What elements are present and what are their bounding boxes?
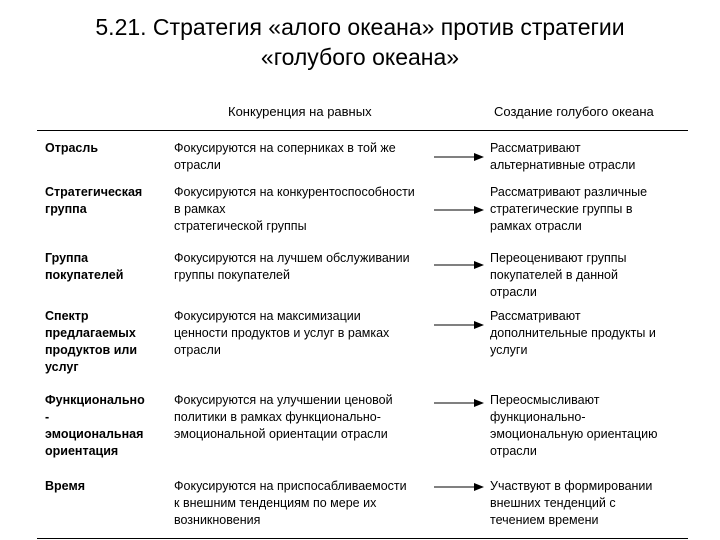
- arrow-right-icon: [434, 205, 484, 215]
- arrow-right-icon: [434, 152, 484, 162]
- table-top-rule: [37, 130, 688, 131]
- arrow-right-icon: [434, 260, 484, 270]
- arrow-right-icon: [434, 482, 484, 492]
- row-blue-ocean: Рассматривают различные стратегические группы в рамках отрасли: [490, 185, 648, 233]
- row-factor: Функционально - эмоциональная ориентация: [45, 393, 145, 458]
- row-blue-ocean: Участвуют в формировании внешних тенденций с течением времени: [490, 479, 653, 527]
- arrow-right-icon: [434, 398, 484, 408]
- row-red-ocean: Фокусируются на конкурентоспособности в рамках стратегической группы: [174, 185, 415, 233]
- title-line-2: «голубого океана»: [260, 44, 460, 70]
- row-factor: Спектр предлагаемых продуктов или услуг: [45, 309, 138, 374]
- table-bottom-rule: [37, 538, 688, 539]
- arrow-right-icon: [434, 320, 484, 330]
- row-factor: Время: [45, 479, 85, 493]
- row-red-ocean: Фокусируются на максимизации ценности продуктов и услуг в рамках отрасли: [174, 309, 390, 357]
- row-red-ocean: Фокусируются на приспосабливаемости к внешним тенденциям по мере их возникновения: [174, 479, 407, 527]
- row-factor: Отрасль: [45, 141, 99, 155]
- row-blue-ocean: Переосмысливают функционально- эмоциональную ориентацию отрасли: [490, 393, 658, 458]
- row-red-ocean: Фокусируются на соперниках в той же отрасли: [174, 141, 396, 172]
- row-red-ocean: Фокусируются на лучшем обслуживании группы покупателей: [174, 251, 410, 282]
- column-header-competition: Конкуренция на равных: [228, 104, 372, 119]
- row-blue-ocean: Рассматривают альтернативные отрасли: [490, 141, 636, 172]
- column-header-creation: Создание голубого океана: [494, 104, 654, 119]
- row-blue-ocean: Рассматривают дополнительные продукты и услуги: [490, 309, 656, 357]
- row-factor: Группа покупателей: [45, 251, 124, 282]
- row-factor: Стратегическая группа: [45, 185, 143, 216]
- page-title: [0, 12, 720, 72]
- row-red-ocean: Фокусируются на улучшении ценовой политики в рамках функционально- эмоциональной ориентации отрасли: [174, 393, 393, 441]
- title-line-1: 5.21. Стратегия «алого океана» против стратегии: [95, 14, 625, 40]
- row-blue-ocean: Переоценивают группы покупателей в данной отрасли: [490, 251, 627, 299]
